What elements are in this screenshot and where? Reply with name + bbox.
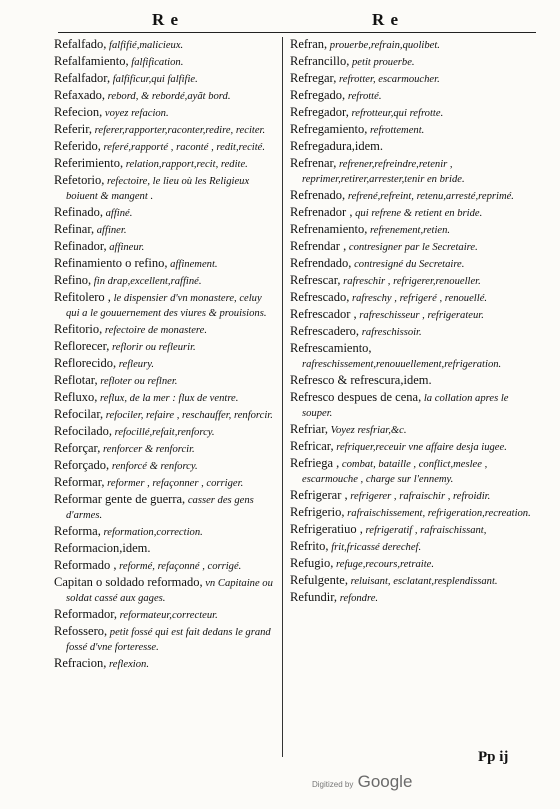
entry-headword: Refrescamiento, (290, 341, 372, 355)
entry-definition: refrigeratif , rafraischissant, (362, 525, 487, 536)
entry-headword: Refitolero , (54, 290, 111, 304)
entry-headword: Refrenar, (290, 156, 337, 170)
dictionary-entry (54, 156, 276, 172)
dictionary-entry (290, 422, 536, 438)
entry-headword: Refecion, (54, 105, 103, 119)
entry-definition: affineur. (106, 242, 145, 253)
entry-headword: Refossero, (54, 624, 108, 638)
entry-definition: reflorir ou refleurir. (109, 342, 196, 353)
dictionary-entry (290, 290, 536, 306)
entry-headword: Refrito, (290, 539, 329, 553)
dictionary-entry (290, 488, 536, 504)
entry-headword: Refinar, (54, 222, 95, 236)
dictionary-entry (54, 558, 276, 574)
dictionary-entry (54, 475, 276, 491)
entry-headword: Refriega , (290, 456, 340, 470)
entry-definition: refociler, refaire , reschauffer, renforcir. (103, 410, 273, 421)
dictionary-entry (290, 539, 536, 555)
entry-headword: Refrigerar , (290, 488, 348, 502)
entry-definition: refrottement. (367, 125, 425, 136)
entry-definition: frit,fricassé derechef. (328, 542, 422, 553)
entry-headword: Reformado , (54, 558, 117, 572)
entry-definition: refleury. (116, 359, 154, 370)
entry-headword: Refrescadero, (290, 324, 360, 338)
dictionary-entry (290, 590, 536, 606)
watermark-prefix: Digitized by (312, 780, 354, 789)
dictionary-entry (290, 222, 536, 238)
entry-definition: refocillé,refait,renforcy. (111, 427, 215, 438)
entry-headword: Refrenador , (290, 205, 353, 219)
entry-headword: Referir, (54, 122, 93, 136)
dictionary-entry (54, 222, 276, 238)
signature-mark: Pp ij (478, 749, 509, 765)
entry-headword: Refrigeratiuo , (290, 522, 363, 536)
dictionary-entry (290, 71, 536, 87)
entry-headword: Reforçar, (54, 441, 101, 455)
dictionary-entry (290, 122, 536, 138)
running-header-left: R e (152, 10, 180, 29)
dictionary-entry (54, 424, 276, 440)
entry-definition: la collation apres le souper. (302, 393, 509, 419)
entry-headword: Refino, (54, 273, 92, 287)
entry-definition: voyez refacion. (102, 108, 169, 119)
dictionary-entry (290, 456, 536, 487)
entry-definition: reformé, refaçonné , corrigé. (116, 561, 242, 572)
dictionary-entry (54, 373, 276, 389)
dictionary-entry (290, 522, 536, 538)
entry-headword: Refinamiento o refino, (54, 256, 168, 270)
dictionary-entry (54, 88, 276, 104)
dictionary-entry (290, 573, 536, 589)
entry-definition: relation,rapport,recit, redite. (123, 159, 248, 170)
entry-definition: reformation,correction. (100, 527, 203, 538)
dictionary-entry (54, 390, 276, 406)
dictionary-entry (54, 407, 276, 423)
dictionary-entry (54, 339, 276, 355)
entry-definition: qui refrene & retient en bride. (352, 208, 483, 219)
entry-headword: Reformar gente de guerra, (54, 492, 186, 506)
dictionary-entry (54, 322, 276, 338)
entry-headword: Refocilado, (54, 424, 112, 438)
entry-definition: rafreschissoir. (359, 327, 422, 338)
dictionary-entry (290, 188, 536, 204)
entry-headword: Refrendar , (290, 239, 347, 253)
entry-definition: renforcé & renforcy. (109, 461, 198, 472)
entry-headword: Refregamiento, (290, 122, 368, 136)
entry-definition: affiné. (102, 208, 133, 219)
dictionary-entry (290, 205, 536, 221)
dictionary-entry (54, 139, 276, 155)
entry-definition: reflux, de la mer : flux de ventre. (97, 393, 239, 404)
entry-definition: Voyez resfriar,&c. (328, 425, 407, 436)
dictionary-entry (54, 122, 276, 138)
dictionary-entry (54, 356, 276, 372)
dictionary-entry (54, 239, 276, 255)
dictionary-entry (290, 505, 536, 521)
entry-definition: prouerbe,refrain,quolibet. (327, 40, 440, 51)
entry-definition: referer,rapporter,raconter,redire, reciter. (92, 125, 266, 136)
dictionary-entry (54, 105, 276, 121)
entry-headword: Reformador, (54, 607, 118, 621)
entry-definition: refuge,recours,retraite. (333, 559, 435, 570)
entry-headword: Reforma, (54, 524, 101, 538)
entry-definition: contresigné du Secretaire. (351, 259, 465, 270)
dictionary-entry (54, 205, 276, 221)
dictionary-entry (54, 71, 276, 87)
dictionary-entry (290, 105, 536, 121)
entry-definition: reluisant, esclatant,resplendissant. (347, 576, 498, 587)
entry-definition: vn Capitaine ou soldat cassé aux gages. (66, 578, 273, 604)
entry-headword: Refregado, (290, 88, 346, 102)
digitized-watermark (312, 772, 412, 792)
dictionary-entry (54, 256, 276, 272)
entry-headword: Reflorecido, (54, 356, 117, 370)
entry-definition: refrotter, escarmoucher. (336, 74, 440, 85)
dictionary-entry (54, 37, 276, 53)
entry-headword: Refregar, (290, 71, 337, 85)
entry-definition: falfification. (128, 57, 184, 68)
dictionary-entry (290, 324, 536, 340)
dictionary-entry (290, 390, 536, 421)
watermark-brand: Google (357, 772, 413, 791)
entry-definition: contresigner par le Secretaire. (346, 242, 478, 253)
entry-headword: Refracion, (54, 656, 107, 670)
entry-headword: Reflorecer, (54, 339, 110, 353)
header-rule (58, 32, 536, 33)
entry-headword: Refrancillo, (290, 54, 350, 68)
entry-definition: refrigerer , rafraischir , refroidir. (347, 491, 491, 502)
dictionary-entry (54, 441, 276, 457)
dictionary-entry (290, 556, 536, 572)
entry-definition: refectoire de monastere. (102, 325, 207, 336)
dictionary-entry (290, 139, 536, 155)
dictionary-entry (54, 492, 276, 523)
entry-headword: Refresco despues de cena, (290, 390, 422, 404)
dictionary-entry (290, 373, 536, 389)
entry-definition: rebord, & rebordé,ayãt bord. (105, 91, 231, 102)
entry-headword: Capitan o soldado reformado, (54, 575, 203, 589)
entry-definition: refrener,refreindre,retenir , reprimer,retirer,arrester,tenir en bride. (302, 159, 465, 185)
entry-headword: Reforçado, (54, 458, 110, 472)
dictionary-entry (290, 256, 536, 272)
entry-definition: referé,rapporté , raconté , redit,recité. (100, 142, 266, 153)
entry-definition: rafreschissement,renouuellement,refrigeration. (302, 359, 502, 370)
entry-headword: Refundir, (290, 590, 338, 604)
dictionary-entry (290, 439, 536, 455)
dictionary-entry (54, 173, 276, 204)
dictionary-entry (54, 273, 276, 289)
dictionary-entry (290, 273, 536, 289)
entry-definition: refrotteur,qui refrotte. (348, 108, 444, 119)
entry-headword: Refinado, (54, 205, 103, 219)
dictionary-entry (290, 239, 536, 255)
entry-headword: Refrendado, (290, 256, 352, 270)
entry-definition: affiner. (94, 225, 127, 236)
entry-definition: casser des gens d'armes. (66, 495, 254, 521)
entry-definition: petit fossé qui est fait dedans le grand fossé d'vne forteresse. (66, 627, 271, 653)
dictionary-entry (290, 37, 536, 53)
entry-headword: Referido, (54, 139, 101, 153)
entry-definition: falfificur,qui falfifie. (110, 74, 198, 85)
entry-headword: Refugio, (290, 556, 334, 570)
entry-definition: falfifié,malicieux. (106, 40, 184, 51)
entry-definition: refrenement,retien. (367, 225, 451, 236)
entry-headword: Referimiento, (54, 156, 124, 170)
entry-definition: rafraischissement, refrigeration,recreation. (344, 508, 531, 519)
entry-definition: le dispensier d'vn monastere, celuy qui a le gouuernement des viures & prouisions. (66, 293, 267, 319)
entry-headword: Refrigerio, (290, 505, 345, 519)
entry-headword: Refrescado, (290, 290, 350, 304)
entry-headword: Refrenamiento, (290, 222, 368, 236)
dictionary-entry (54, 54, 276, 70)
entry-definition: fin drap,excellent,raffiné. (91, 276, 202, 287)
entry-definition: affinement. (167, 259, 218, 270)
entry-headword: Refrenado, (290, 188, 346, 202)
entry-headword: Refregador, (290, 105, 349, 119)
entry-definition: reflexion. (106, 659, 149, 670)
entry-definition: refondre. (337, 593, 379, 604)
entry-definition: reformateur,correcteur. (117, 610, 218, 621)
dictionary-entry (290, 88, 536, 104)
entry-definition: renforcer & renforcir. (100, 444, 195, 455)
dictionary-entry (290, 341, 536, 372)
entry-headword: Refinador, (54, 239, 107, 253)
running-header-right: R e (372, 10, 400, 29)
entry-headword: Refluxo, (54, 390, 98, 404)
entry-definition: refrotté. (345, 91, 382, 102)
dictionary-entry (54, 575, 276, 606)
dictionary-entry (54, 624, 276, 655)
entry-headword: Refregadura,idem. (290, 139, 384, 153)
dictionary-entry (54, 541, 276, 557)
entry-headword: Reflotar, (54, 373, 98, 387)
left-column (54, 37, 276, 673)
entry-headword: Refrescador , (290, 307, 357, 321)
column-divider (282, 37, 283, 757)
entry-definition: refrené,refreint, retenu,arresté,reprimé. (345, 191, 514, 202)
dictionary-entry (54, 524, 276, 540)
entry-headword: Refresco & refrescura,idem. (290, 373, 432, 387)
entry-definition: refectoire, le lieu où les Religieux boiuent & mangent . (66, 176, 250, 202)
right-column (290, 37, 536, 607)
entry-headword: Refalfado, (54, 37, 107, 51)
entry-headword: Refocilar, (54, 407, 104, 421)
entry-definition: petit prouerbe. (349, 57, 415, 68)
dictionary-entry (54, 607, 276, 623)
entry-definition: refloter ou reflner. (97, 376, 178, 387)
entry-definition: combat, bataille , conflict,meslee , escarmouche , charge sur l'ennemy. (302, 459, 488, 485)
entry-definition: rafreschy , refrigeré , renouellé. (349, 293, 488, 304)
dictionary-entry (290, 307, 536, 323)
entry-headword: Refriar, (290, 422, 329, 436)
dictionary-entry (290, 54, 536, 70)
entry-headword: Refulgente, (290, 573, 348, 587)
entry-definition: rafreschir , refrigerer,renoueller. (340, 276, 481, 287)
entry-headword: Refitorio, (54, 322, 103, 336)
entry-headword: Refran, (290, 37, 328, 51)
dictionary-entry (54, 290, 276, 321)
entry-headword: Refetorio, (54, 173, 105, 187)
entry-definition: reformer , refaçonner , corriger. (104, 478, 244, 489)
entry-headword: Refrescar, (290, 273, 341, 287)
entry-headword: Refricar, (290, 439, 334, 453)
dictionary-entry (54, 458, 276, 474)
entry-definition: rafreschisseur , refrigerateur. (356, 310, 484, 321)
entry-headword: Reformar, (54, 475, 105, 489)
entry-definition: refriquer,receuir vne affaire desja iugee. (333, 442, 507, 453)
dictionary-entry (290, 156, 536, 187)
dictionary-entry (54, 656, 276, 672)
entry-headword: Reformacion,idem. (54, 541, 151, 555)
entry-headword: Refalfador, (54, 71, 111, 85)
entry-headword: Refalfamiento, (54, 54, 129, 68)
entry-headword: Refaxado, (54, 88, 106, 102)
